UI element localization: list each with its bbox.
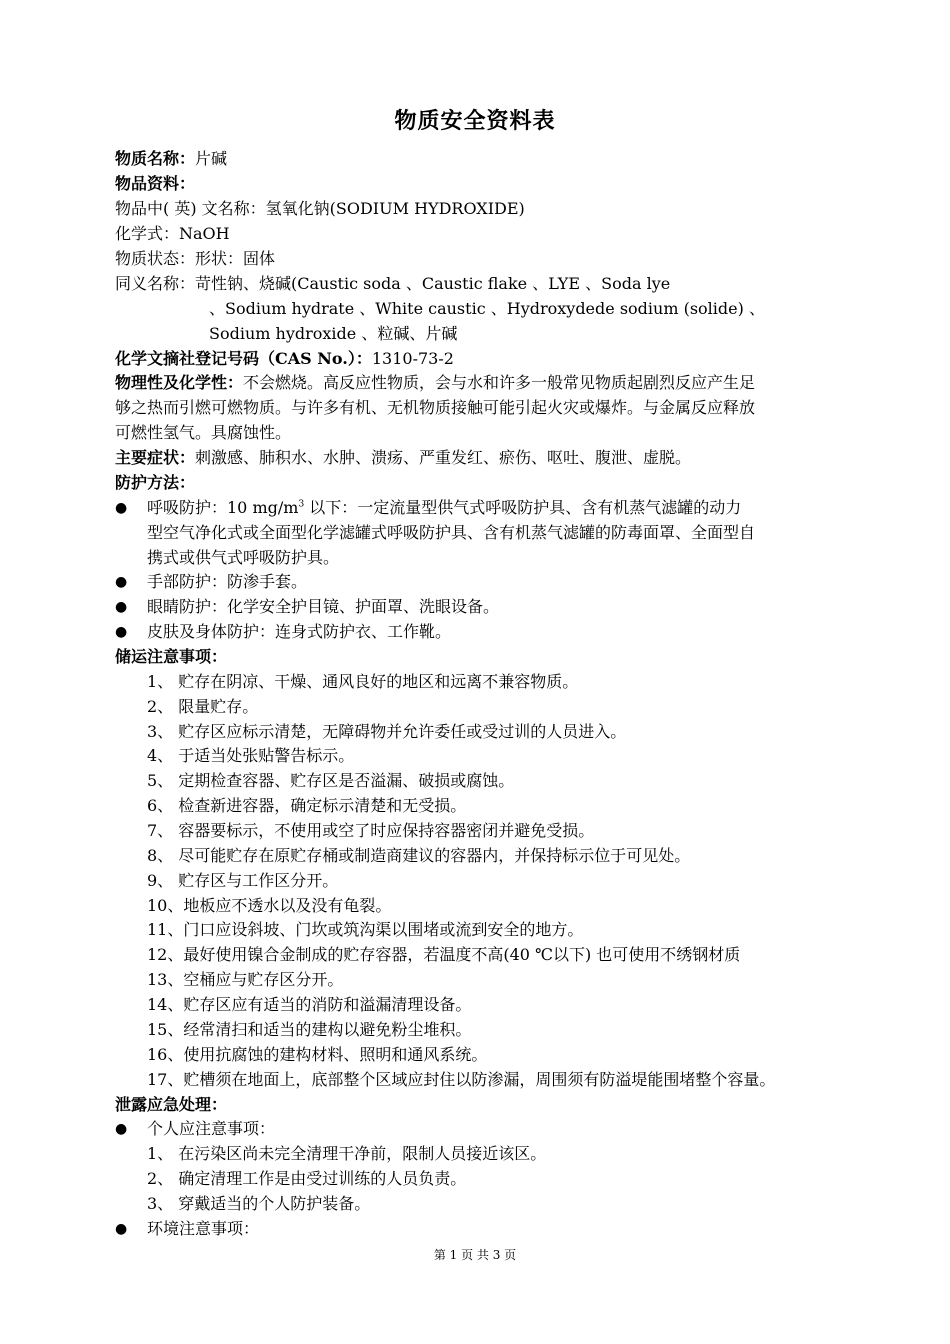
environment-label: 环境注意事项： <box>147 1219 260 1238</box>
storage-item: 2、 限量贮存。 <box>147 697 259 716</box>
eye-protection: 眼睛防护：化学安全护目镜、护面罩、洗眼设备。 <box>147 597 500 616</box>
protection-label: 防护方法： <box>115 473 196 492</box>
respiratory-text-2: 以下：一定流量型供气式呼吸防护具、含有机蒸气滤罐的动力 <box>304 498 742 517</box>
state-line: 物质状态：形状：固体 <box>115 249 276 268</box>
page-footer: 第 1 页 共 3 页 <box>433 1248 517 1262</box>
substance-name-line <box>115 147 875 171</box>
storage-item: 5、 定期检查容器、贮存区是否溢漏、破损或腐蚀。 <box>147 771 515 790</box>
substance-name-label: 物质名称： <box>115 149 196 168</box>
physchem-label: 物理性及化学性： <box>115 373 244 392</box>
storage-item: 17、贮槽须在地面上，底部整个区域应封住以防渗漏，周围须有防溢堤能围堵整个容量。 <box>147 1070 776 1089</box>
formula-line: 化学式：NaOH <box>115 224 230 243</box>
storage-item: 8、 尽可能贮存在原贮存桶或制造商建议的容器内，并保持标示位于可见处。 <box>147 846 691 865</box>
storage-item: 1、 贮存在阴凉、干燥、通风良好的地区和远离不兼容物质。 <box>147 672 579 691</box>
storage-item: 3、 贮存区应标示清楚，无障碍物并允许委任或受过训的人员进入。 <box>147 722 627 741</box>
storage-item: 13、空桶应与贮存区分开。 <box>147 970 344 989</box>
storage-label: 储运注意事项： <box>115 647 228 666</box>
physchem-line-1 <box>115 371 875 395</box>
superscript: 3 <box>298 499 305 510</box>
bullet-icon: ● <box>115 1221 128 1237</box>
storage-item: 14、贮存区应有适当的消防和溢漏清理设备。 <box>147 995 472 1014</box>
hand-protection: 手部防护：防渗手套。 <box>147 572 308 591</box>
symptoms-value: 刺激感、肺积水、水肿、溃疡、严重发红、瘀伤、呕吐、腹泄、虚脱。 <box>195 448 692 467</box>
physchem-line-2: 够之热而引燃可燃物质。与许多有机、无机物质接触可能引起火灾或爆炸。与金属反应释放 <box>115 398 756 417</box>
storage-item: 9、 贮存区与工作区分开。 <box>147 871 339 890</box>
bullet-icon: ● <box>115 624 128 640</box>
symptoms-line <box>115 446 875 470</box>
item-info-label: 物品资料： <box>115 174 196 193</box>
personal-item: 3、 穿戴适当的个人防护装备。 <box>147 1194 371 1213</box>
storage-item: 15、经常清扫和适当的建构以避免粉尘堆积。 <box>147 1020 472 1039</box>
cas-value: 1310-73-2 <box>371 349 454 368</box>
substance-name-value: 片碱 <box>195 149 228 168</box>
personal-item: 1、 在污染区尚未完全清理干净前，限制人员接近该区。 <box>147 1144 547 1163</box>
physchem-line-3: 可燃性氢气。具腐蚀性。 <box>115 423 292 442</box>
bullet-icon: ● <box>115 500 128 516</box>
physchem-text-1: 不会燃烧。高反应性物质，会与水和许多一般常见物质起剧烈反应产生足 <box>243 373 756 392</box>
bullet-icon: ● <box>115 1121 128 1137</box>
personal-item: 2、 确定清理工作是由受过训练的人员负责。 <box>147 1169 467 1188</box>
symptoms-label: 主要症状： <box>115 448 196 467</box>
storage-item: 12、最好使用镍合金制成的贮存容器，若温度不高(40 ℃以下) 也可使用不绣钢材质 <box>147 945 741 964</box>
synonyms-line-1: 同义名称：苛性钠、烧碱(Caustic soda 、Caustic flake 、LYE 、Soda lye <box>115 274 671 293</box>
spill-label: 泄露应急处理： <box>115 1095 228 1114</box>
document-title: 物质安全资料表 <box>394 108 556 134</box>
respiratory-line-3: 携式或供气式呼吸防护具。 <box>147 548 340 567</box>
personal-label: 个人应注意事项： <box>147 1119 276 1138</box>
respiratory-text: 呼吸防护：10 mg/m <box>147 498 299 517</box>
storage-item: 11、门口应设斜坡、门坎或筑沟渠以围堵或流到安全的地方。 <box>147 920 584 939</box>
storage-item: 16、使用抗腐蚀的建构材料、照明和通风系统。 <box>147 1045 488 1064</box>
bullet-icon: ● <box>115 599 128 615</box>
bullet-icon: ● <box>115 574 128 590</box>
respiratory-line-1 <box>147 496 875 520</box>
english-name-line: 物品中( 英) 文名称：氢氧化钠(SODIUM HYDROXIDE) <box>115 199 525 218</box>
respiratory-line-2: 型空气净化式或全面型化学滤罐式呼吸防护具、含有机蒸气滤罐的防毒面罩、全面型自 <box>147 523 756 542</box>
storage-item: 6、 检查新进容器，确定标示清楚和无受损。 <box>147 796 467 815</box>
storage-item: 7、 容器要标示，不使用或空了时应保持容器密闭并避免受损。 <box>147 821 595 840</box>
synonyms-line-3: Sodium hydroxide 、粒碱、片碱 <box>209 324 458 343</box>
cas-line <box>115 347 875 371</box>
storage-item: 4、 于适当处张贴警告标示。 <box>147 746 355 765</box>
synonyms-line-2: 、Sodium hydrate 、White caustic 、Hydroxydede sodium (solide) 、 <box>209 299 765 318</box>
skin-protection: 皮肤及身体防护：连身式防护衣、工作靴。 <box>147 622 452 641</box>
storage-item: 10、地板应不透水以及没有龟裂。 <box>147 896 392 915</box>
cas-label: 化学文摘社登记号码（CAS No.）： <box>115 349 372 368</box>
